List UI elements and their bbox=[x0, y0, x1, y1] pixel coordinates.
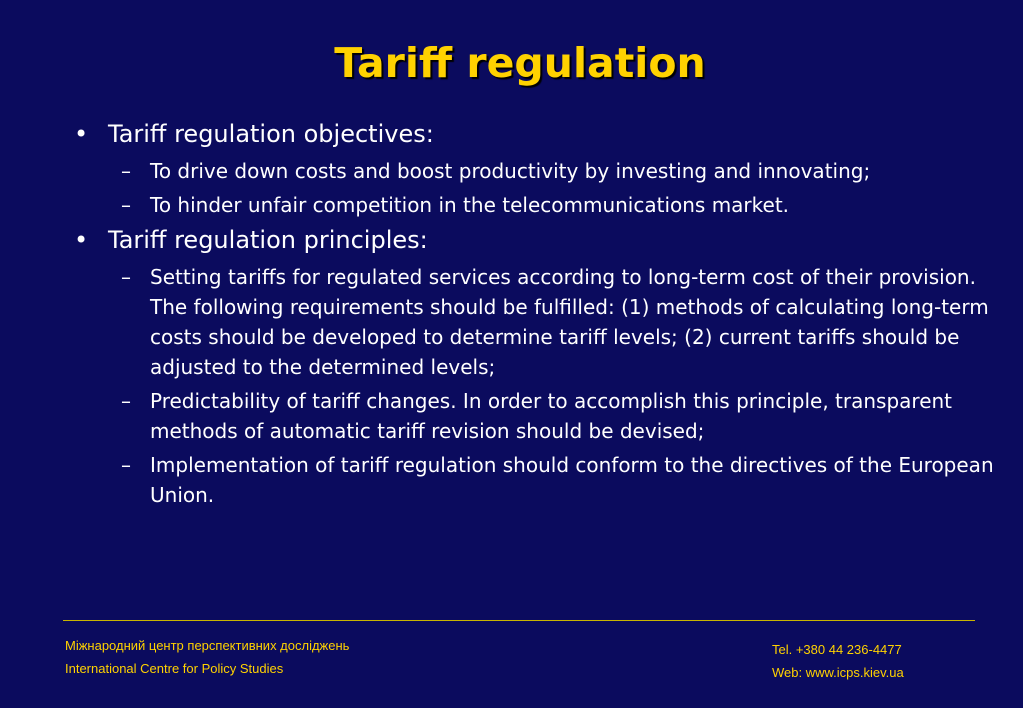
bullet-objectives bbox=[70, 116, 1000, 152]
sub-bullet-text: To hinder unfair competition in the telecommunications market. bbox=[150, 193, 790, 217]
sub-bullet-text: Implementation of tariff regulation should conform to the directives of the European Union. bbox=[150, 453, 994, 507]
sub-bullet bbox=[70, 156, 995, 186]
bullet-marker: • bbox=[74, 226, 89, 254]
footer-organization bbox=[65, 634, 349, 680]
contact-tel: Tel. +380 44 236-4477 bbox=[772, 642, 902, 657]
sub-bullet bbox=[70, 450, 995, 510]
slide-content bbox=[70, 114, 1000, 510]
footer-contact bbox=[772, 638, 904, 684]
footer-divider bbox=[63, 620, 975, 621]
bullet-text: Tariff regulation objectives: bbox=[108, 120, 434, 148]
dash-marker: – bbox=[121, 389, 131, 413]
bullet-principles bbox=[70, 222, 1000, 258]
org-name-english: International Centre for Policy Studies bbox=[65, 661, 284, 676]
sub-bullet bbox=[70, 386, 995, 446]
bullet-text: Tariff regulation principles: bbox=[108, 226, 428, 254]
dash-marker: – bbox=[121, 193, 131, 217]
dash-marker: – bbox=[121, 453, 131, 477]
dash-marker: – bbox=[121, 265, 131, 289]
sub-bullet-text: Setting tariffs for regulated services according to long-term cost of their provision. The following requirements should be fulfilled: (1) methods of calculating long-term costs should be developed to determine tariff levels; (2) current tariffs should be adjusted to the determined levels; bbox=[150, 265, 989, 379]
sub-bullet bbox=[70, 190, 995, 220]
sub-bullet-text: To drive down costs and boost productivity by investing and innovating; bbox=[150, 159, 871, 183]
sub-bullet-text: Predictability of tariff changes. In order to accomplish this principle, transparent methods of automatic tariff revision should be devised; bbox=[150, 389, 953, 443]
dash-marker: – bbox=[121, 159, 131, 183]
sub-bullet bbox=[70, 262, 995, 382]
slide-title: Tariff regulation bbox=[334, 39, 706, 87]
contact-web: Web: www.icps.kiev.ua bbox=[772, 665, 904, 680]
bullet-marker: • bbox=[74, 120, 89, 148]
org-name-ukrainian: Міжнародний центр перспективних досліджень bbox=[65, 638, 350, 653]
